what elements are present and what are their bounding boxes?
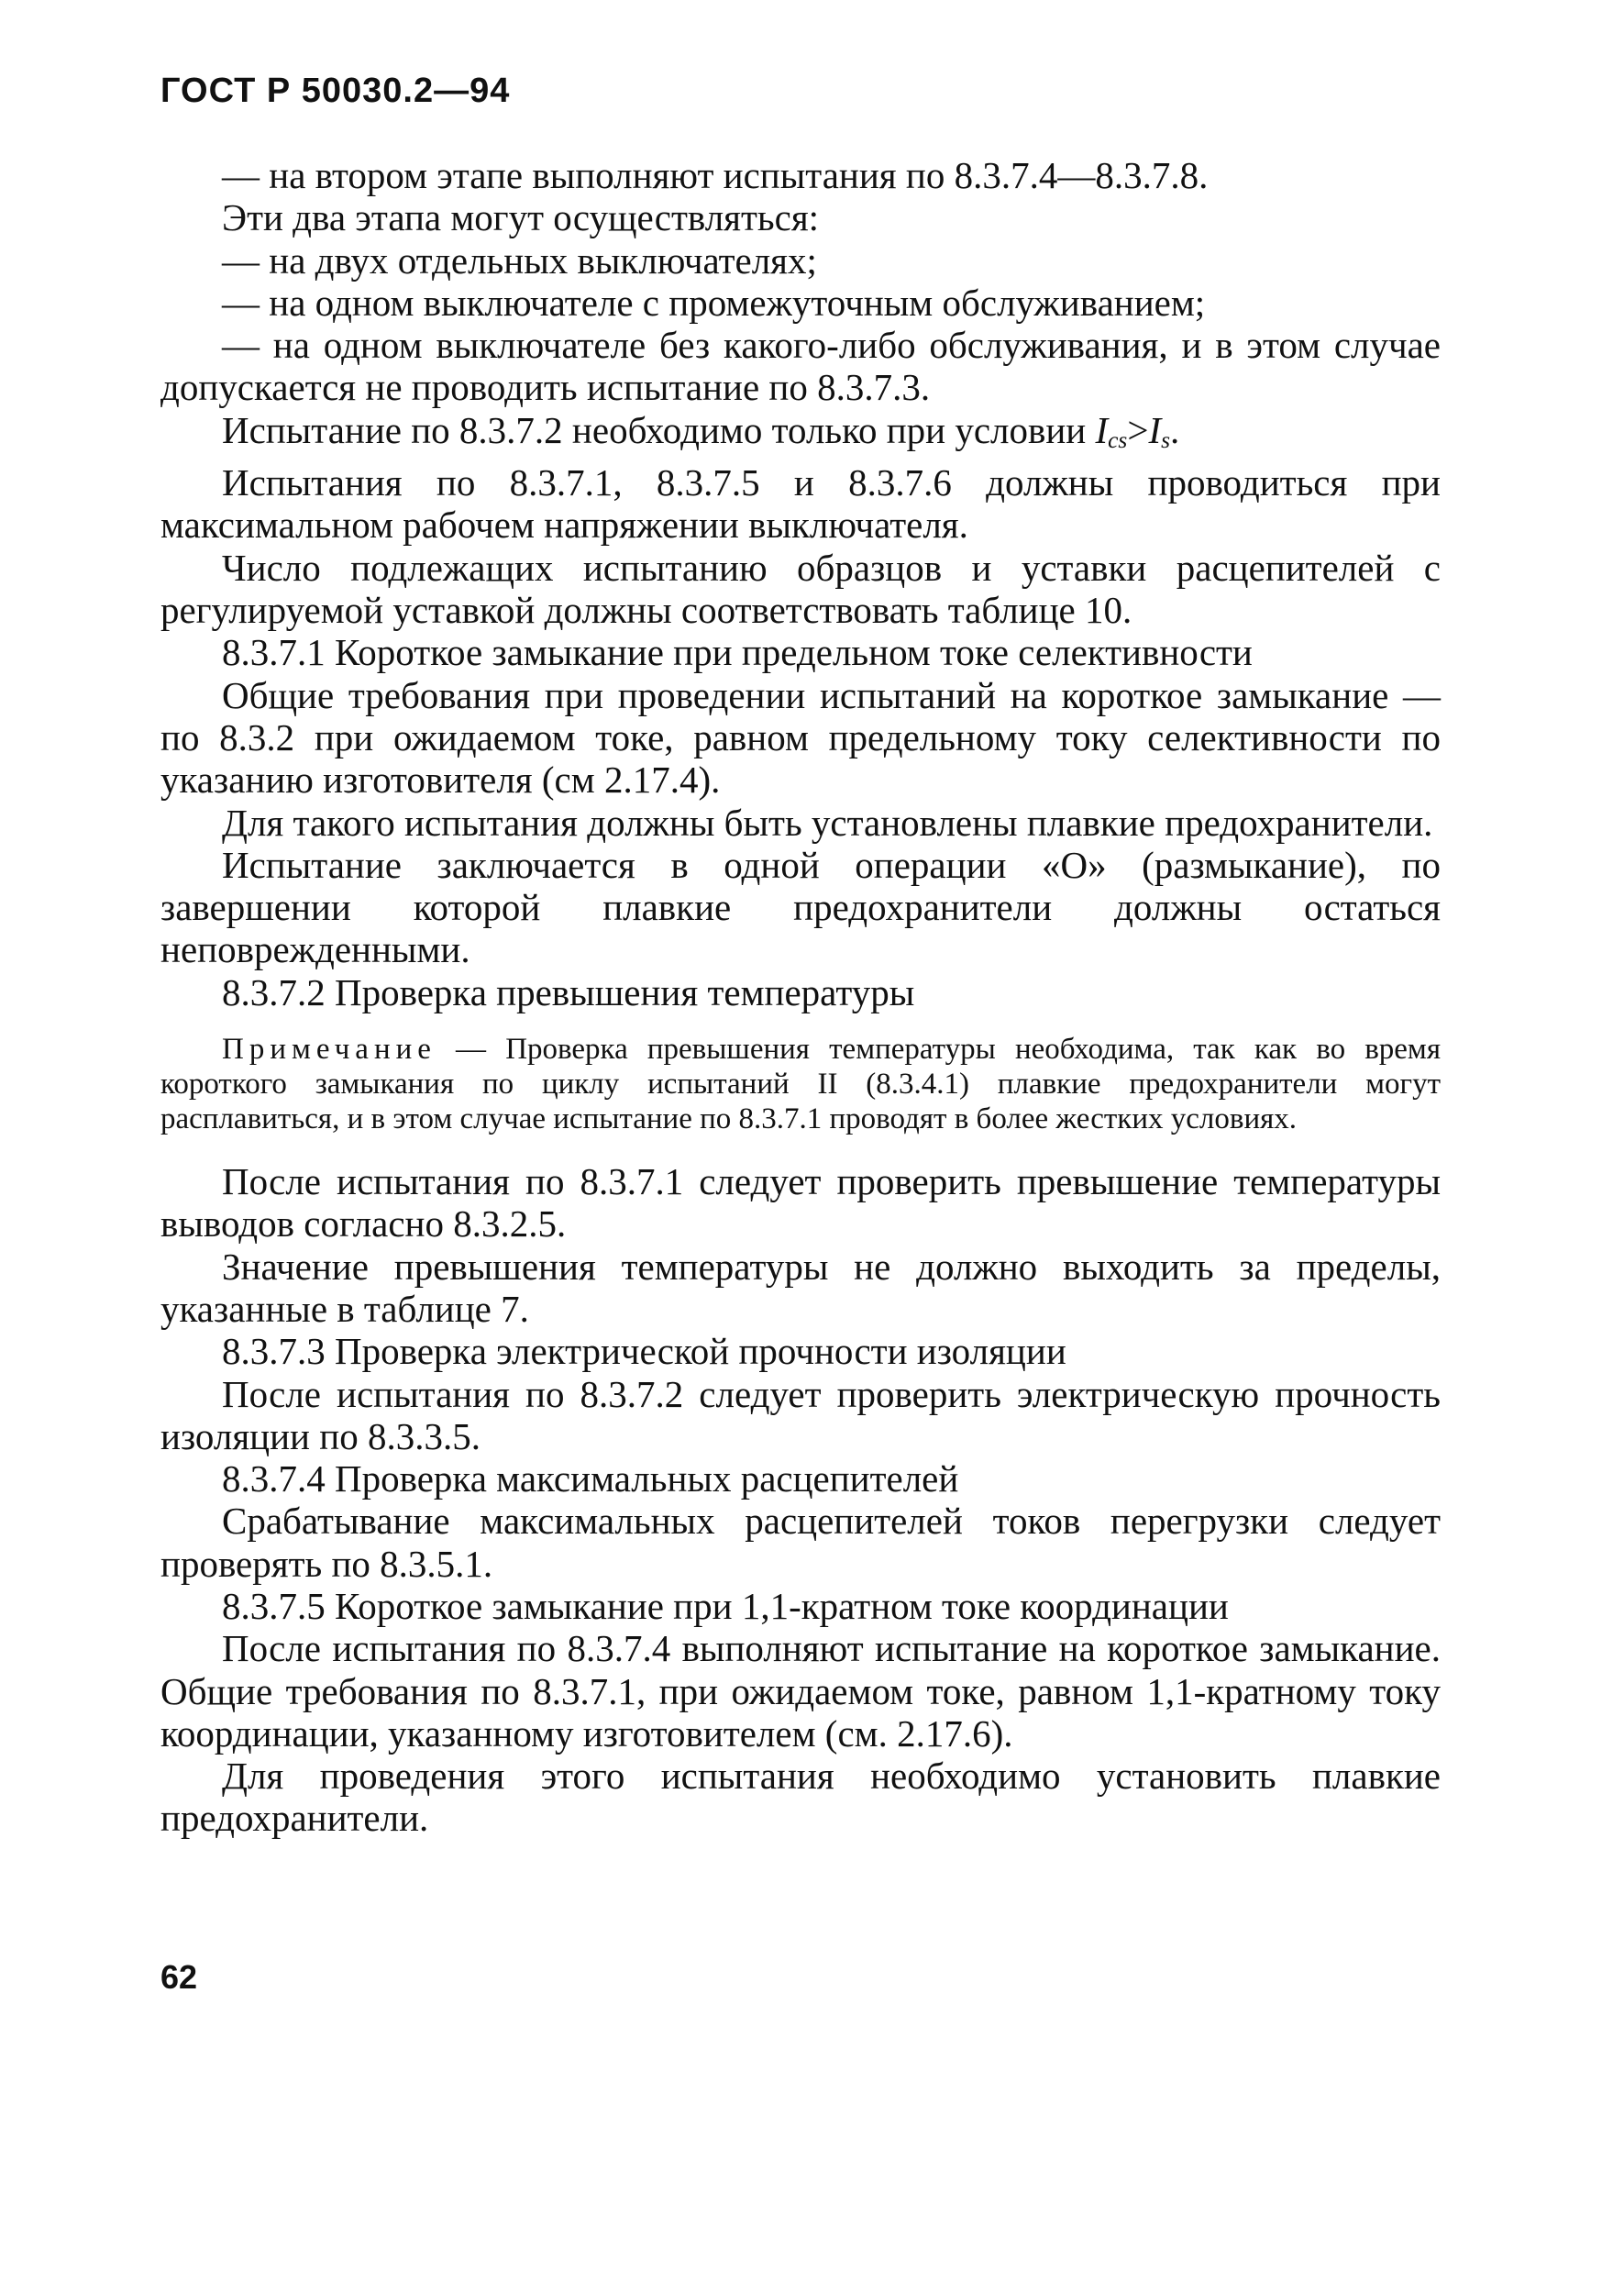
paragraph: Эти два этапа могут осуществляться:	[222, 196, 820, 239]
section-heading: 8.3.7.2 Проверка превышения температуры	[222, 970, 915, 1013]
paragraph: После испытания по 8.3.7.4 выполняют испытание на короткое замыкание. Общие требования по 8.3.7.1, при ожидаемом токе, равном 1,1-кратному току координации, указанному изготовителем (см. 2.17.6).	[160, 1627, 1441, 1755]
formula-end: .	[1170, 408, 1180, 451]
formula-lhs-sub: cs	[1108, 426, 1128, 453]
paragraph: Общие требования при проведении испытаний на короткое замыкание — по 8.3.2 при ожидаемом токе, равном предельному току селективности по указанию изготовителя (см 2.17.4).	[160, 673, 1441, 802]
page-number: 62	[160, 1958, 198, 1996]
paragraph: Для проведения этого испытания необходимо установить плавкие предохранители.	[160, 1755, 1441, 1840]
formula-op: >	[1127, 408, 1149, 451]
formula-lhs: I	[1095, 408, 1109, 451]
paragraph: Испытание заключается в одной операции «О» (размыкание), по завершении которой плавкие предохранители должны остаться неповрежденными.	[160, 843, 1441, 971]
section-heading: 8.3.7.4 Проверка максимальных расцепителей	[222, 1457, 959, 1500]
document-body	[160, 154, 1441, 1840]
note-block	[160, 1032, 1441, 1136]
paragraph: Для такого испытания должны быть установлены плавкие предохранители.	[222, 801, 1433, 844]
formula-rhs: I	[1148, 408, 1162, 451]
paragraph: — на двух отдельных выключателях;	[222, 238, 817, 282]
paragraph: Число подлежащих испытанию образцов и уставки расцепителей с регулируемой уставкой должны соответствовать таблице 10.	[160, 546, 1441, 632]
paragraph: Срабатывание максимальных расцепителей токов перегрузки следует проверять по 8.3.5.1.	[160, 1500, 1441, 1585]
section-heading: 8.3.7.3 Проверка электрической прочности изоляции	[222, 1330, 1066, 1373]
paragraph: — на втором этапе выполняют испытания по 8.3.7.4—8.3.7.8.	[222, 154, 1209, 196]
paragraph-condition	[160, 409, 1441, 461]
section-heading: 8.3.7.1 Короткое замыкание при предельном токе селективности	[222, 631, 1253, 674]
paragraph: — на одном выключателе с промежуточным обслуживанием;	[222, 281, 1206, 324]
paragraph: Испытания по 8.3.7.1, 8.3.7.5 и 8.3.7.6 должны проводиться при максимальном рабочем напряжении выключателя.	[160, 461, 1441, 547]
section-heading: 8.3.7.5 Короткое замыкание при 1,1-кратном токе координации	[222, 1584, 1229, 1627]
formula-rhs-sub: s	[1161, 426, 1170, 453]
paragraph: Значение превышения температуры не должно выходить за пределы, указанные в таблице 7.	[160, 1245, 1441, 1330]
paragraph: После испытания по 8.3.7.1 следует проверить превышение температуры выводов согласно 8.3.2.5.	[160, 1160, 1441, 1246]
document-code: ГОСТ Р 50030.2—94	[160, 72, 511, 110]
paragraph: — на одном выключателе без какого-либо обслуживания, и в этом случае допускается не проводить испытание по 8.3.7.3.	[160, 324, 1441, 409]
paragraph-text: Испытание по 8.3.7.2 необходимо только при условии	[222, 408, 1087, 451]
note-heading: Примечание	[222, 1033, 436, 1067]
note-text: — Проверка превышения температуры необходима, так как во время короткого замыкания по циклу испытаний II (8.3.4.1) плавкие предохранители могут расплавиться, и в этом случае испытание по 8.3.7.1 проводят в более жестких условиях.	[160, 1033, 1441, 1136]
paragraph: После испытания по 8.3.7.2 следует проверить электрическую прочность изоляции по 8.3.3.5.	[160, 1372, 1441, 1457]
